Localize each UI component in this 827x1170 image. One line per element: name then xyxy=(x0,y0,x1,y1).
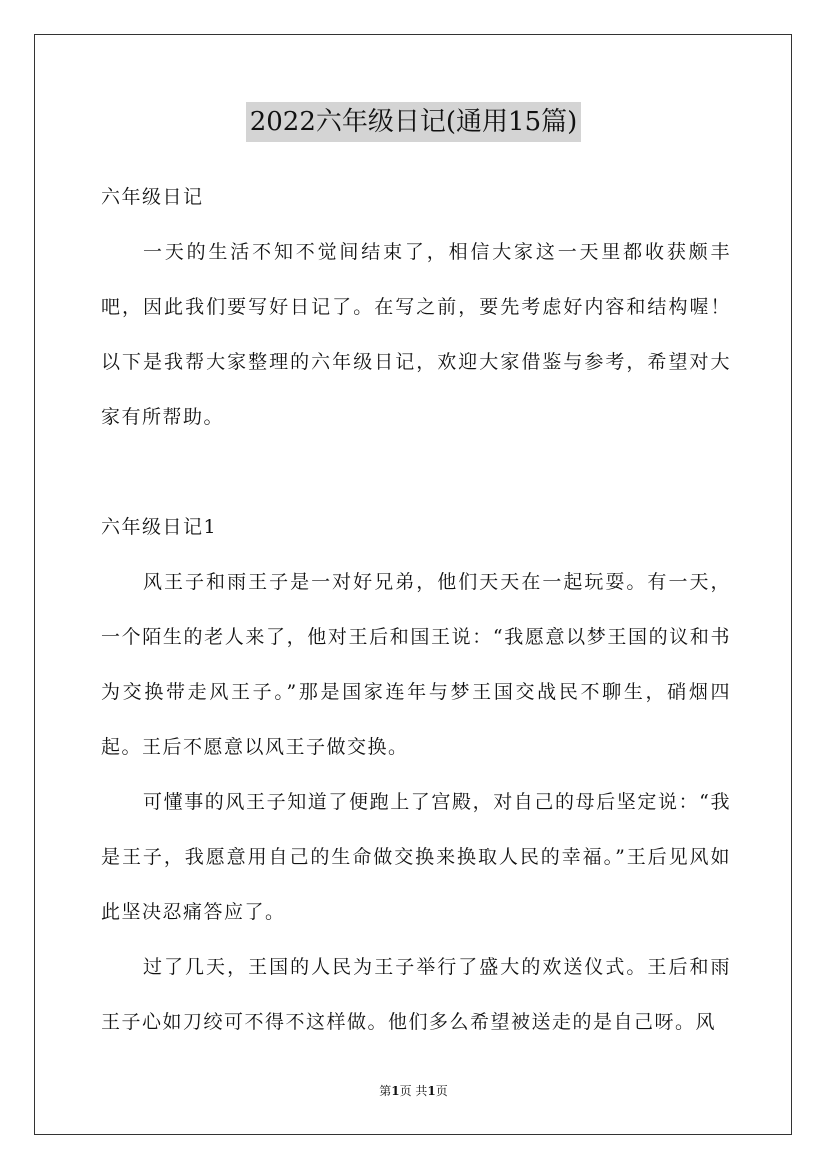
intro-heading: 六年级日记 xyxy=(101,186,204,208)
footer-page-number: 1 xyxy=(391,1084,400,1098)
document-body xyxy=(101,170,731,1050)
footer-page-total: 1 xyxy=(427,1084,436,1098)
intro-paragraph: 一天的生活不知不觉间结束了，相信大家这一天里都收获颇丰吧，因此我们要写好日记了。在写之前，要先考虑好内容和结构喔！以下是我帮大家整理的六年级日记，欢迎大家借鉴与参考，希望对大家有所帮助。 xyxy=(101,241,731,428)
page-footer xyxy=(0,1082,827,1099)
section1-paragraph-1: 风王子和雨王子是一对好兄弟，他们天天在一起玩耍。有一天，一个陌生的老人来了，他对王后和国王说：“我愿意以梦王国的议和书为交换带走风王子。”那是国家连年与梦王国交战民不聊生，硝烟四起。王后不愿意以风王子做交换。 xyxy=(101,571,731,758)
section1-paragraph-3: 过了几天，王国的人民为王子举行了盛大的欢送仪式。王后和雨王子心如刀绞可不得不这样做。他们多么希望被送走的是自己呀。风 xyxy=(101,956,731,1033)
section1-heading: 六年级日记1 xyxy=(101,516,218,538)
title-container xyxy=(0,102,827,142)
footer-suffix: 页 xyxy=(435,1084,448,1098)
footer-mid: 页 共 xyxy=(399,1084,428,1098)
section1-paragraph-2: 可懂事的风王子知道了便跑上了宫殿，对自己的母后坚定说：“我是王子，我愿意用自己的生命做交换来换取人民的幸福。”王后见风如此坚决忍痛答应了。 xyxy=(101,791,731,923)
document-title: 2022六年级日记(通用15篇) xyxy=(246,102,582,142)
section-gap xyxy=(101,445,731,500)
footer-prefix: 第 xyxy=(379,1084,392,1098)
